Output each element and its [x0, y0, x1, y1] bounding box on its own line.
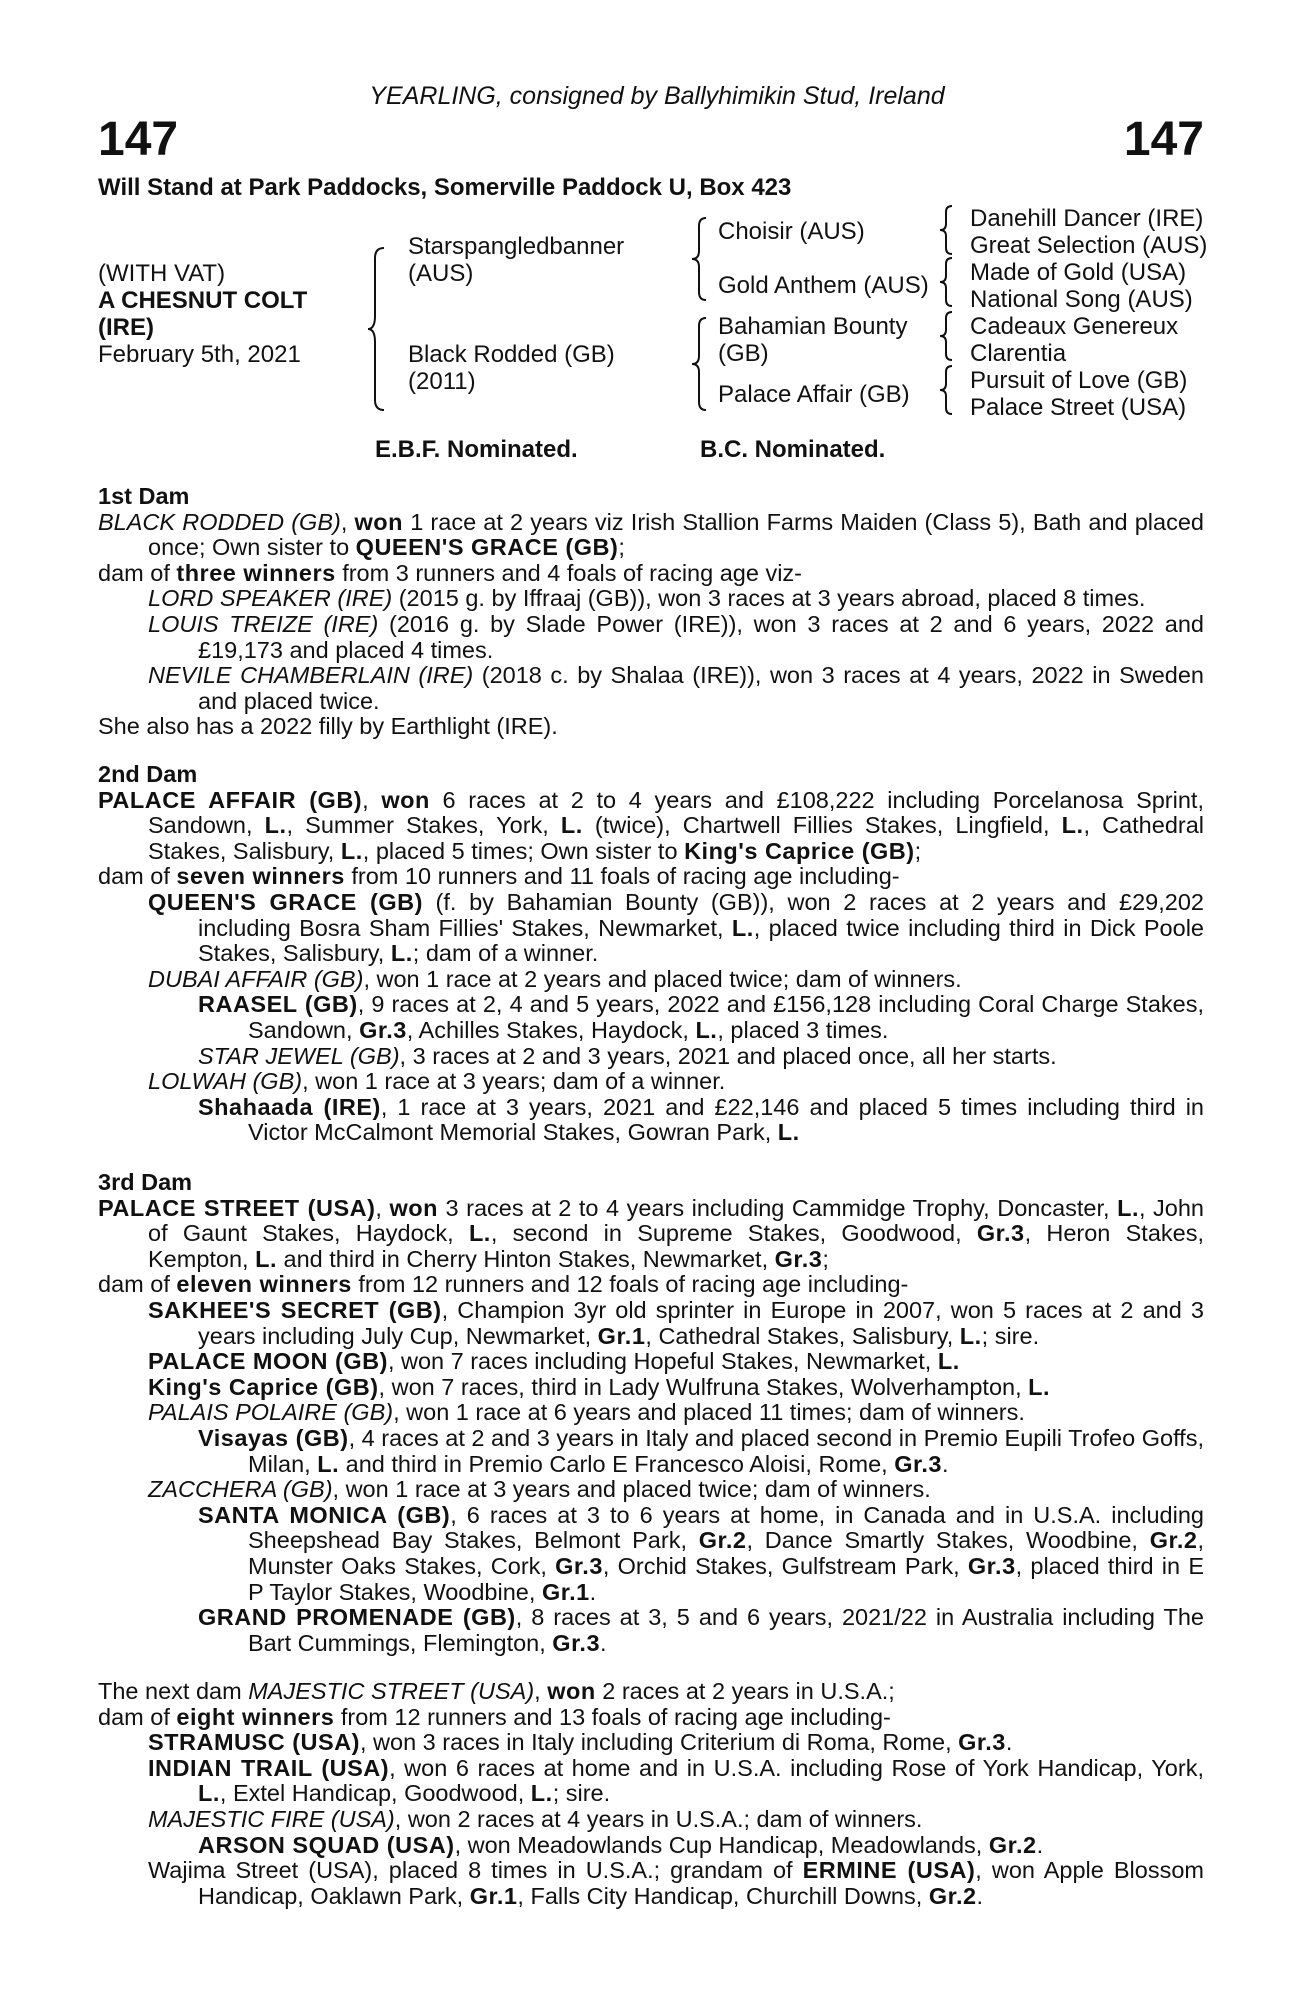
second-dam-heading: 2nd Dam	[98, 761, 198, 787]
runner-record: Wajima Street (USA), placed 8 times in U.S.A.; grandam of	[148, 1857, 803, 1884]
runner-name: SAKHEE'S SECRET (GB)	[148, 1296, 442, 1323]
first-dam-record: BLACK RODDED (GB), won 1 race at 2 years viz Irish Stallion Farms Maiden (Class 5), Bath and placed once; Own sister to QUEEN'S GRACE (GB);	[98, 508, 1204, 561]
runner-name: RAASEL (GB)	[198, 991, 358, 1018]
lot-name-country: (IRE)	[98, 314, 154, 341]
list-item	[98, 663, 1204, 714]
runner-record: , Extel Handicap, Goodwood,	[219, 1780, 531, 1807]
runner-name: Shahaada (IRE)	[198, 1093, 381, 1120]
produce-text: from 3 runners and 4 foals of racing age viz-	[335, 559, 802, 586]
runner-record: , won 1 race at 6 years and placed 11 times; dam of winners.	[393, 1399, 1025, 1426]
listed-mark: L.	[340, 837, 363, 864]
record-end: ;	[822, 1245, 829, 1272]
record-text: The next dam	[98, 1678, 249, 1704]
sire-brace	[692, 218, 708, 300]
first-dam-produce	[98, 561, 1204, 587]
runner-name: LOLWAH (GB)	[148, 1068, 303, 1095]
grade-mark: Gr.3	[967, 1552, 1016, 1579]
list-item: SANTA MONICA (GB), 6 races at 3 to 6 years at home, in Canada and in U.S.A. including Sheepshead Bay Stakes, Belmont Park, Gr.2, Dance Smartly Stakes, Woodbine, Gr.2, Munster Oaks Stakes, Cork, Gr.3, Orchid Stakes, Gulfstream Park, Gr.3, placed third in E P Taylor Stakes, Woodbine, Gr.1.	[198, 1501, 1204, 1605]
grade-mark: Gr.3	[958, 1729, 1006, 1756]
record-text: (twice), Chartwell Fillies Stakes, Lingfield,	[582, 812, 1062, 839]
list-item	[98, 992, 1204, 1043]
list-item: ARSON SQUAD (USA), won Meadowlands Cup Handicap, Meadowlands, Gr.2.	[198, 1831, 1044, 1858]
runner-record: (2018 c. by Shalaa (IRE)), won 3 races at 4 years, 2022 in Sweden and placed twice.	[198, 662, 1204, 714]
listed-mark: L.	[777, 1119, 800, 1146]
list-item	[98, 890, 1204, 967]
ds-dam: Clarentia	[970, 340, 1067, 367]
produce-text: from 10 runners and 11 foals of racing age including-	[344, 863, 900, 890]
vat-note: (WITH VAT)	[98, 260, 226, 287]
list-item: Wajima Street (USA), placed 8 times in U.S.A.; grandam of ERMINE (USA), won Apple Blossom Handicap, Oaklawn Park, Gr.1, Falls City Handicap, Churchill Downs, Gr.2.	[148, 1857, 1204, 1909]
runner-record: , Orchid Stakes, Gulfstream Park,	[602, 1552, 968, 1579]
runner-name: INDIAN TRAIL (USA)	[148, 1754, 390, 1781]
runner-record: ; sire.	[552, 1780, 611, 1807]
list-item	[98, 1807, 1204, 1833]
second-dam-section	[98, 762, 1204, 1146]
dam-year: (2011)	[408, 368, 476, 395]
ss-brace	[940, 206, 954, 254]
list-item	[98, 1349, 1204, 1375]
runner-name: DUBAI AFFAIR (GB)	[148, 965, 364, 992]
sister-name: QUEEN'S GRACE (GB)	[355, 534, 619, 561]
runner-name: QUEEN'S GRACE (GB)	[148, 888, 423, 915]
runner-record: ; sire.	[981, 1322, 1040, 1349]
second-dam-name: PALACE AFFAIR (GB)	[98, 786, 363, 813]
list-item	[98, 1069, 1204, 1095]
grade-mark: Gr.1	[541, 1578, 590, 1605]
list-item	[98, 1298, 1204, 1349]
runner-record: , Falls City Handicap, Churchill Downs,	[517, 1882, 929, 1909]
sister-name: King's Caprice (GB)	[684, 837, 915, 864]
runner-record: , placed third in E P Taylor Stakes, Woodbine,	[248, 1552, 1204, 1605]
runner-record: , won 1 race at 2 years and placed twice; dam of winners.	[363, 965, 962, 992]
bc-nomination: B.C. Nominated.	[700, 436, 886, 463]
runner-record: , 1 race at 3 years, 2021 and £22,146 and placed 5 times including third in Victor McCalmont Memorial Stakes, Gowran Park,	[248, 1093, 1204, 1146]
second-dam-record: PALACE AFFAIR (GB), won 6 races at 2 to 4 years and £108,222 including Porcelanosa Sprint, Sandown, L., Summer Stakes, York, L. (twice), Chartwell Fillies Stakes, Lingfield, L., Cathedral Stakes, Salisbury, L., placed 5 times; Own sister to King's Caprice (GB);	[98, 786, 1205, 864]
runner-record: , Dance Smartly Stakes, Woodbine,	[746, 1527, 1150, 1554]
dd-sire: Pursuit of Love (GB)	[970, 367, 1188, 394]
list-item: Visayas (GB), 4 races at 2 and 3 years in Italy and placed second in Premio Eupili Trofeo Goffs, Milan, L. and third in Premio Carlo E Francesco Aloisi, Rome, Gr.3.	[198, 1424, 1204, 1477]
runner-name: MAJESTIC FIRE (USA)	[148, 1805, 395, 1832]
stand-location: Will Stand at Park Paddocks, Somerville Paddock U, Box 423	[98, 174, 792, 201]
listed-mark: L.	[530, 1780, 553, 1807]
grade-mark: Gr.3	[894, 1450, 942, 1477]
sire-name: Starspangledbanner	[408, 233, 625, 260]
next-dam-section	[98, 1679, 1204, 1909]
runner-record: and third in Premio Carlo E Francesco Aloisi, Rome,	[339, 1450, 895, 1477]
list-item	[98, 967, 1204, 993]
listed-mark: L.	[1061, 812, 1084, 839]
record-text: , Summer Stakes, York,	[286, 812, 561, 839]
consignment-line: YEARLING, consigned by Ballyhimikin Stud, Ireland	[369, 82, 945, 110]
main-brace	[368, 248, 388, 410]
ebf-nomination: E.B.F. Nominated.	[375, 436, 578, 463]
produce-text: dam of	[98, 1271, 177, 1298]
record-text: , placed 5 times; Own sister to	[362, 837, 685, 864]
list-item	[98, 1400, 1204, 1426]
runner-name: NEVILE CHAMBERLAIN (IRE)	[148, 662, 474, 689]
listed-mark: L.	[560, 812, 583, 839]
dam-dam: Palace Affair (GB)	[718, 381, 910, 408]
record-text: , Cathedral Stakes, Salisbury,	[148, 812, 1205, 864]
sd-dam: National Song (AUS)	[970, 286, 1193, 313]
runner-name: PALACE MOON (GB)	[148, 1348, 388, 1375]
listed-mark: L.	[317, 1450, 340, 1477]
record-text: and third in Cherry Hinton Stakes, Newmarket,	[277, 1245, 775, 1272]
listed-mark: L.	[937, 1348, 960, 1375]
record-end: ;	[914, 837, 922, 864]
produce-text: dam of	[98, 863, 177, 890]
listed-mark: L.	[264, 812, 287, 839]
runner-record: , won 6 races at home and in U.S.A. including Rose of York Handicap, York,	[389, 1754, 1204, 1781]
list-item	[98, 1375, 1204, 1401]
runner-record: , placed 3 times.	[717, 1016, 889, 1043]
runner-record: , 6 races at 3 to 6 years at home, in Canada and in U.S.A. including Sheepshead Bay Stakes, Belmont Park,	[248, 1501, 1204, 1554]
runner-record: , won 3 races in Italy including Criterium di Roma, Rome,	[359, 1729, 959, 1756]
grade-mark: Gr.3	[976, 1220, 1025, 1247]
runner-record: ; dam of a winner.	[412, 940, 599, 967]
runner-record: , Munster Oaks Stakes, Cork,	[248, 1527, 1204, 1579]
winners-count: eight winners	[176, 1703, 335, 1730]
produce-text: from 12 runners and 13 foals of racing age including-	[334, 1703, 891, 1730]
list-item	[98, 586, 1204, 612]
listed-mark: L.	[695, 1016, 718, 1043]
list-item	[98, 1095, 1204, 1146]
dd-brace	[940, 366, 954, 414]
runner-name: LOUIS TREIZE (IRE)	[148, 610, 379, 637]
next-dam-record	[98, 1679, 1204, 1705]
list-item: STRAMUSC (USA), won 3 races in Italy including Criterium di Roma, Rome, Gr.3.	[148, 1729, 1013, 1756]
winners-count: three winners	[176, 559, 336, 586]
record-text: , Heron Stakes, Kempton,	[148, 1220, 1204, 1272]
runner-record: , won 7 races including Hopeful Stakes, Newmarket,	[387, 1348, 938, 1375]
listed-mark: L.	[1028, 1373, 1051, 1400]
runner-name: Visayas (GB)	[198, 1424, 349, 1451]
runner-name: STRAMUSC (USA)	[148, 1729, 360, 1756]
first-dam-name: BLACK RODDED (GB)	[98, 508, 341, 535]
runner-record: (f. by Bahamian Bounty (GB)), won 2 races at 2 years and £29,202 including Bosra Sham Fillies' Stakes, Newmarket,	[198, 888, 1204, 941]
runner-record: , won 7 races, third in Lady Wulfruna Stakes, Wolverhampton,	[378, 1373, 1029, 1400]
runner-record: , Achilles Stakes, Haydock,	[406, 1016, 696, 1043]
first-dam-heading: 1st Dam	[98, 483, 190, 509]
also-note: She also has a 2022 filly by Earthlight (IRE).	[98, 713, 558, 740]
grade-mark: Gr.2	[698, 1527, 747, 1554]
grade-mark: Gr.1	[469, 1882, 518, 1909]
record-text: 2 races at 2 years in U.S.A.;	[595, 1678, 895, 1704]
ds-brace	[940, 312, 954, 360]
ds-sire: Cadeaux Genereux	[970, 313, 1179, 340]
won-label: won	[354, 508, 404, 535]
ss-dam: Great Selection (AUS)	[970, 232, 1208, 259]
third-dam-heading: 3rd Dam	[98, 1169, 193, 1195]
won-label: won	[547, 1678, 596, 1704]
dam-sire-country: (GB)	[718, 340, 769, 367]
dam-sire: Bahamian Bounty	[718, 313, 908, 340]
runner-record: , 3 races at 2 and 3 years, 2021 and placed once, all her starts.	[399, 1042, 1057, 1069]
lot-number-left: 147	[98, 113, 179, 166]
runner-name: ERMINE (USA)	[802, 1857, 976, 1884]
runner-record: , Cathedral Stakes, Salisbury,	[645, 1322, 960, 1349]
runner-name: STAR JEWEL (GB)	[198, 1042, 400, 1069]
grade-mark: Gr.3	[774, 1245, 823, 1272]
runner-record: , won Apple Blossom Handicap, Oaklawn Park,	[198, 1857, 1204, 1909]
second-dam-produce	[98, 864, 1204, 890]
third-dam-name: PALACE STREET (USA)	[98, 1194, 376, 1221]
foaling-date: February 5th, 2021	[98, 341, 301, 368]
dam-name: Black Rodded (GB)	[408, 341, 615, 368]
record-end: ;	[618, 534, 625, 561]
runner-record: (2015 g. by Iffraaj (GB)), won 3 races at 3 years abroad, placed 8 times.	[392, 585, 1146, 612]
produce-text: dam of	[98, 559, 177, 586]
sd-sire: Made of Gold (USA)	[970, 259, 1187, 286]
list-item	[98, 1044, 1204, 1070]
runner-record: , won 1 race at 3 years and placed twice; dam of winners.	[332, 1476, 931, 1503]
third-dam-section	[98, 1170, 1204, 1656]
sire-dam: Gold Anthem (AUS)	[718, 272, 929, 299]
third-dam-produce	[98, 1272, 1204, 1298]
produce-text: dam of	[98, 1703, 177, 1730]
grade-mark: Gr.3	[552, 1629, 601, 1656]
runner-name: King's Caprice (GB)	[148, 1373, 379, 1400]
listed-mark: L.	[731, 914, 754, 941]
runner-name: ARSON SQUAD (USA)	[198, 1831, 455, 1858]
dam-brace	[692, 318, 708, 410]
listed-mark: L.	[959, 1322, 982, 1349]
listed-mark: L.	[198, 1780, 220, 1807]
won-label: won	[381, 786, 430, 813]
ss-sire: Danehill Dancer (IRE)	[970, 205, 1204, 232]
listed-mark: L.	[1117, 1194, 1139, 1221]
grade-mark: Gr.3	[359, 1016, 407, 1043]
lot-name: A CHESNUT COLT	[98, 287, 308, 314]
grade-mark: Gr.3	[555, 1552, 603, 1579]
record-text: 1 race at 2 years viz Irish Stallion Farms Maiden (Class 5), Bath and placed once; Own sister to	[148, 508, 1204, 561]
listed-mark: L.	[255, 1245, 278, 1272]
runner-record: , 9 races at 2, 4 and 5 years, 2022 and £156,128 including Coral Charge Stakes, Sandown,	[248, 991, 1205, 1043]
list-item	[98, 1756, 1204, 1807]
sd-brace	[940, 258, 954, 306]
runner-record: , won Meadowlands Cup Handicap, Meadowlands,	[454, 1831, 989, 1858]
listed-mark: L.	[390, 940, 413, 967]
runner-name: SANTA MONICA (GB)	[198, 1501, 451, 1528]
next-dam-name: MAJESTIC STREET (USA)	[248, 1678, 535, 1704]
sire-country: (AUS)	[408, 260, 474, 287]
won-label: won	[389, 1194, 438, 1221]
list-item	[98, 1477, 1204, 1503]
runner-name: PALAIS POLAIRE (GB)	[148, 1399, 394, 1426]
runner-name: GRAND PROMENADE (GB)	[198, 1604, 516, 1631]
runner-name: ZACCHERA (GB)	[148, 1476, 333, 1503]
grade-mark: Gr.2	[928, 1882, 977, 1909]
produce-text: from 12 runners and 12 foals of racing age including-	[351, 1271, 909, 1298]
runner-record: , won 2 races at 4 years in U.S.A.; dam of winners.	[394, 1805, 923, 1832]
sire-sire: Choisir (AUS)	[718, 218, 865, 245]
runner-record: (2016 g. by Slade Power (IRE)), won 3 races at 2 and 6 years, 2022 and £19,173 and placed 4 times.	[198, 610, 1204, 663]
winners-count: seven winners	[176, 863, 345, 890]
list-item: GRAND PROMENADE (GB), 8 races at 3, 5 and 6 years, 2021/22 in Australia including The Bart Cummings, Flemington, Gr.3.	[198, 1604, 1204, 1656]
runner-record: , 8 races at 3, 5 and 6 years, 2021/22 in Australia including The Bart Cummings, Flemington,	[248, 1604, 1204, 1656]
runner-record: , placed twice including third in Dick Poole Stakes, Salisbury,	[198, 914, 1204, 967]
runner-name: LORD SPEAKER (IRE)	[148, 585, 393, 612]
list-item	[98, 612, 1204, 663]
listed-mark: L.	[468, 1220, 491, 1247]
runner-record: , Champion 3yr old sprinter in Europe in 2007, won 5 races at 2 and 3 years including July Cup, Newmarket,	[198, 1296, 1204, 1349]
winners-count: eleven winners	[176, 1271, 352, 1298]
lot-number-right: 147	[1123, 113, 1204, 166]
runner-record: , won 1 race at 3 years; dam of a winner.	[302, 1068, 726, 1095]
grade-mark: Gr.2	[1149, 1527, 1198, 1554]
record-text: 3 races at 2 to 4 years including Cammidge Trophy, Doncaster,	[438, 1194, 1118, 1221]
record-text: , John of Gaunt Stakes, Haydock,	[148, 1194, 1205, 1247]
grade-mark: Gr.1	[597, 1322, 646, 1349]
third-dam-record: PALACE STREET (USA), won 3 races at 2 to 4 years including Cammidge Trophy, Doncaster, L., John of Gaunt Stakes, Haydock, L., second in Supreme Stakes, Goodwood, Gr.3, Heron Stakes, Kempton, L. and third in Cherry Hinton Stakes, Newmarket, Gr.3;	[98, 1194, 1205, 1272]
record-text: 6 races at 2 to 4 years and £108,222 including Porcelanosa Sprint, Sandown,	[148, 786, 1204, 839]
runner-record: , 4 races at 2 and 3 years in Italy and placed second in Premio Eupili Trofeo Goffs, Milan,	[248, 1424, 1204, 1477]
next-dam-produce	[98, 1705, 1204, 1731]
first-dam-section	[98, 484, 1204, 740]
record-text: , second in Supreme Stakes, Goodwood,	[490, 1220, 977, 1247]
grade-mark: Gr.2	[988, 1831, 1037, 1858]
dd-dam: Palace Street (USA)	[970, 394, 1187, 421]
record-text: ,	[534, 1678, 548, 1704]
